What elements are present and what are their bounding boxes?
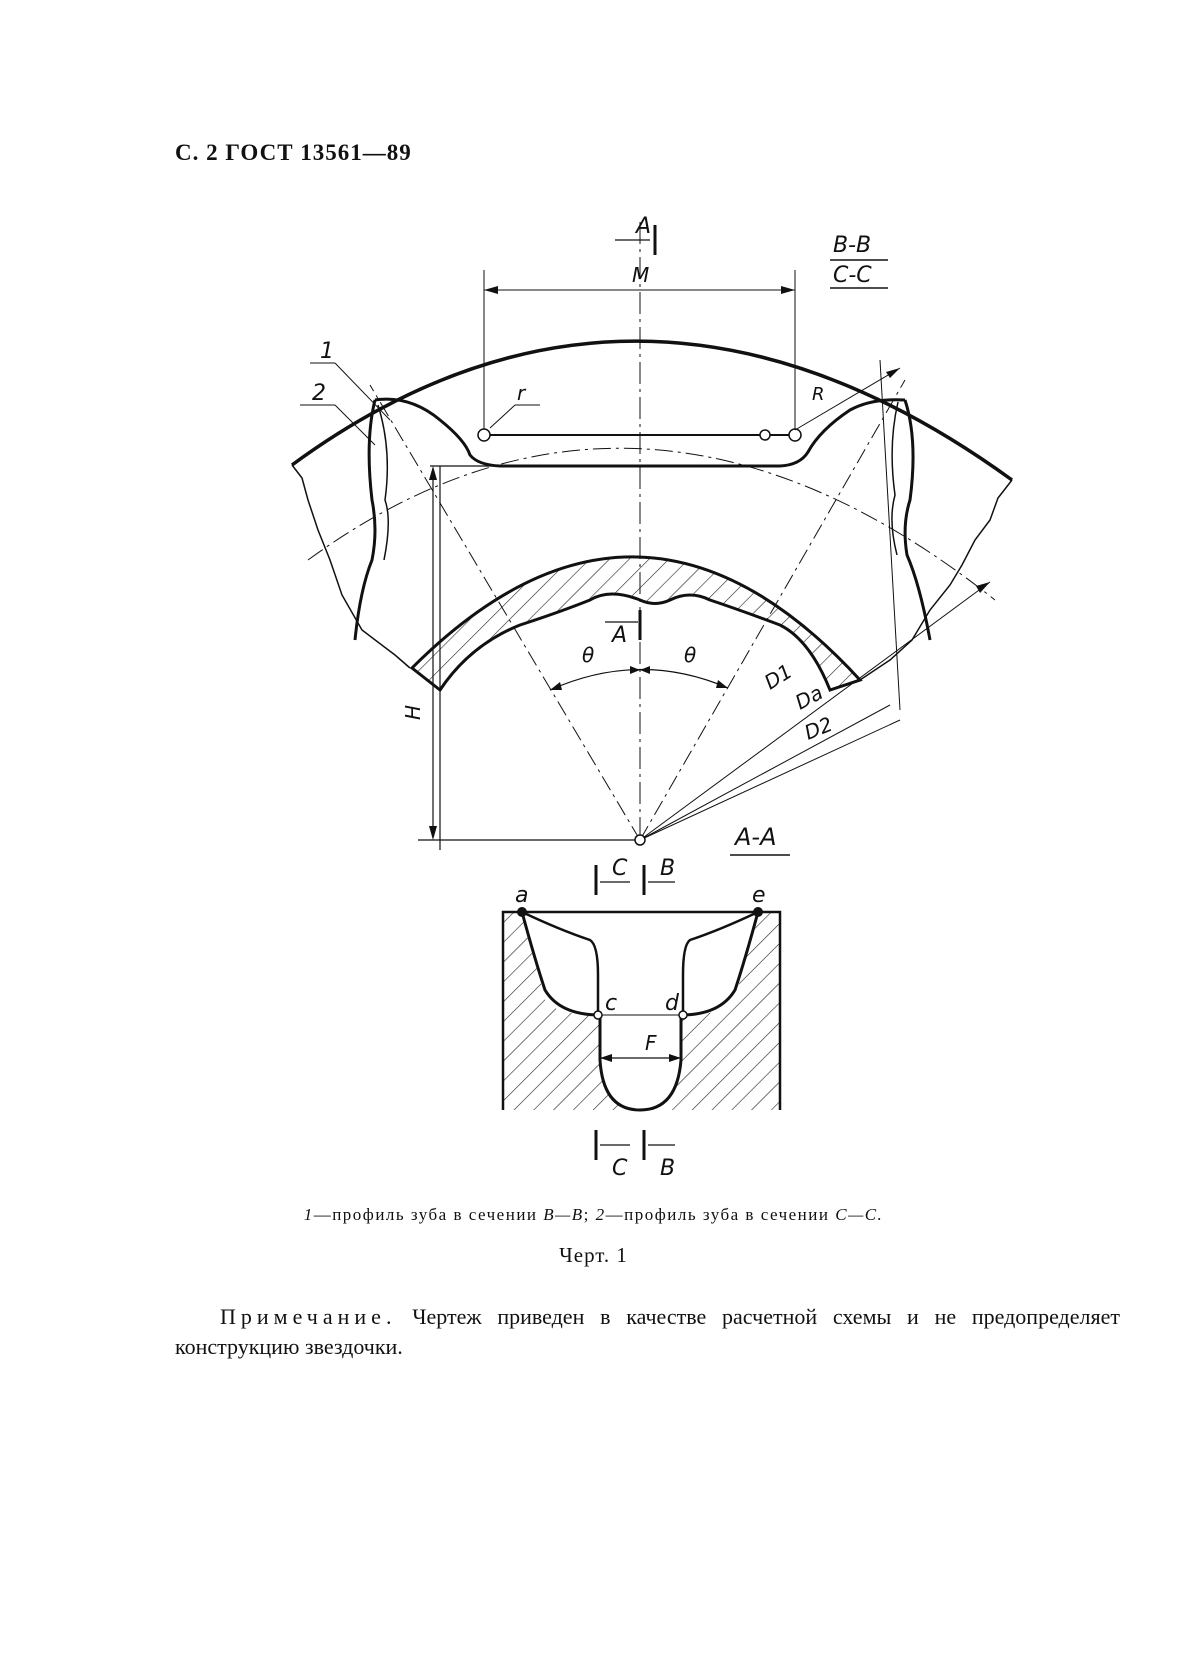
point-e	[753, 907, 763, 917]
callout-2-leader	[335, 405, 375, 445]
page-header: С. 2 ГОСТ 13561—89	[175, 140, 412, 165]
mark-b-bottom-label: В	[660, 1156, 676, 1181]
pt-c-label: c	[605, 991, 618, 1016]
callout-1-leader	[335, 363, 390, 420]
callout-1-label: 1	[320, 339, 334, 364]
R-label: R	[812, 384, 825, 405]
section-a-top-label: А	[636, 214, 652, 239]
radial-ext	[880, 360, 900, 710]
section-aa-label: А-А	[735, 823, 777, 851]
tooth-flank-left-1	[355, 400, 375, 640]
mark-c-top-label: С	[612, 856, 628, 881]
section-cc-label: С-С	[833, 263, 872, 288]
note-paragraph	[175, 1302, 1120, 1362]
mark-b-top-label: В	[660, 856, 676, 881]
theta-arc	[550, 669, 728, 690]
tooth-flank-left-2	[378, 405, 388, 560]
section-a-mid-label: А	[612, 623, 628, 648]
figure-label: Черт. 1	[559, 1243, 628, 1267]
caption-item1-section: В—В	[543, 1205, 584, 1224]
radial-left	[370, 385, 640, 840]
h-label: H	[401, 704, 425, 720]
left-break	[292, 465, 410, 668]
radial-d2	[640, 705, 890, 840]
right-break	[860, 480, 1012, 680]
radial-d1	[640, 582, 990, 840]
outer-arc	[292, 341, 1012, 480]
note-text: Чертеж приведен в качестве расчетной схемы и не предопределяет конструкцию звездочки.	[175, 1304, 1120, 1359]
da-label: Da	[791, 680, 827, 715]
pt-a-label: a	[515, 883, 529, 908]
caption-item2-text: —профиль зуба в сечении	[605, 1205, 830, 1224]
caption-item2-num: 2	[595, 1205, 606, 1224]
R-arrow	[886, 368, 900, 378]
r-small-label: r	[517, 381, 526, 405]
r-leader	[490, 405, 515, 428]
pt-e-label: e	[752, 883, 766, 908]
caption-sep: ;	[583, 1205, 590, 1224]
figure-caption	[0, 1205, 1187, 1225]
caption-item1-num: 1	[303, 1205, 314, 1224]
point-r-right-1	[760, 430, 770, 440]
caption-item1-text: —профиль зуба в сечении	[313, 1205, 538, 1224]
mark-c-bottom-label: С	[612, 1156, 628, 1181]
point-r-left	[478, 429, 490, 441]
d1-label: D1	[759, 658, 797, 695]
point-r-right-2	[789, 429, 801, 441]
radial-right	[640, 380, 905, 840]
tooth-flank-right-1	[905, 400, 930, 640]
radial-da	[640, 720, 900, 840]
theta-left-label: θ	[582, 643, 595, 667]
theta-right-label: θ	[684, 643, 697, 667]
caption-item2-section: С—С.	[835, 1205, 884, 1224]
point-d	[679, 1011, 687, 1019]
d2-label: D2	[800, 711, 836, 745]
point-a	[517, 907, 527, 917]
m-label: M	[632, 263, 650, 287]
note-lead: Примечание.	[220, 1304, 397, 1329]
section-bb-label: В-В	[833, 233, 872, 258]
callout-2-label: 2	[312, 381, 326, 406]
f-label: F	[645, 1031, 657, 1055]
point-c	[594, 1011, 602, 1019]
pt-d-label: d	[665, 991, 679, 1016]
center-point	[635, 835, 645, 845]
